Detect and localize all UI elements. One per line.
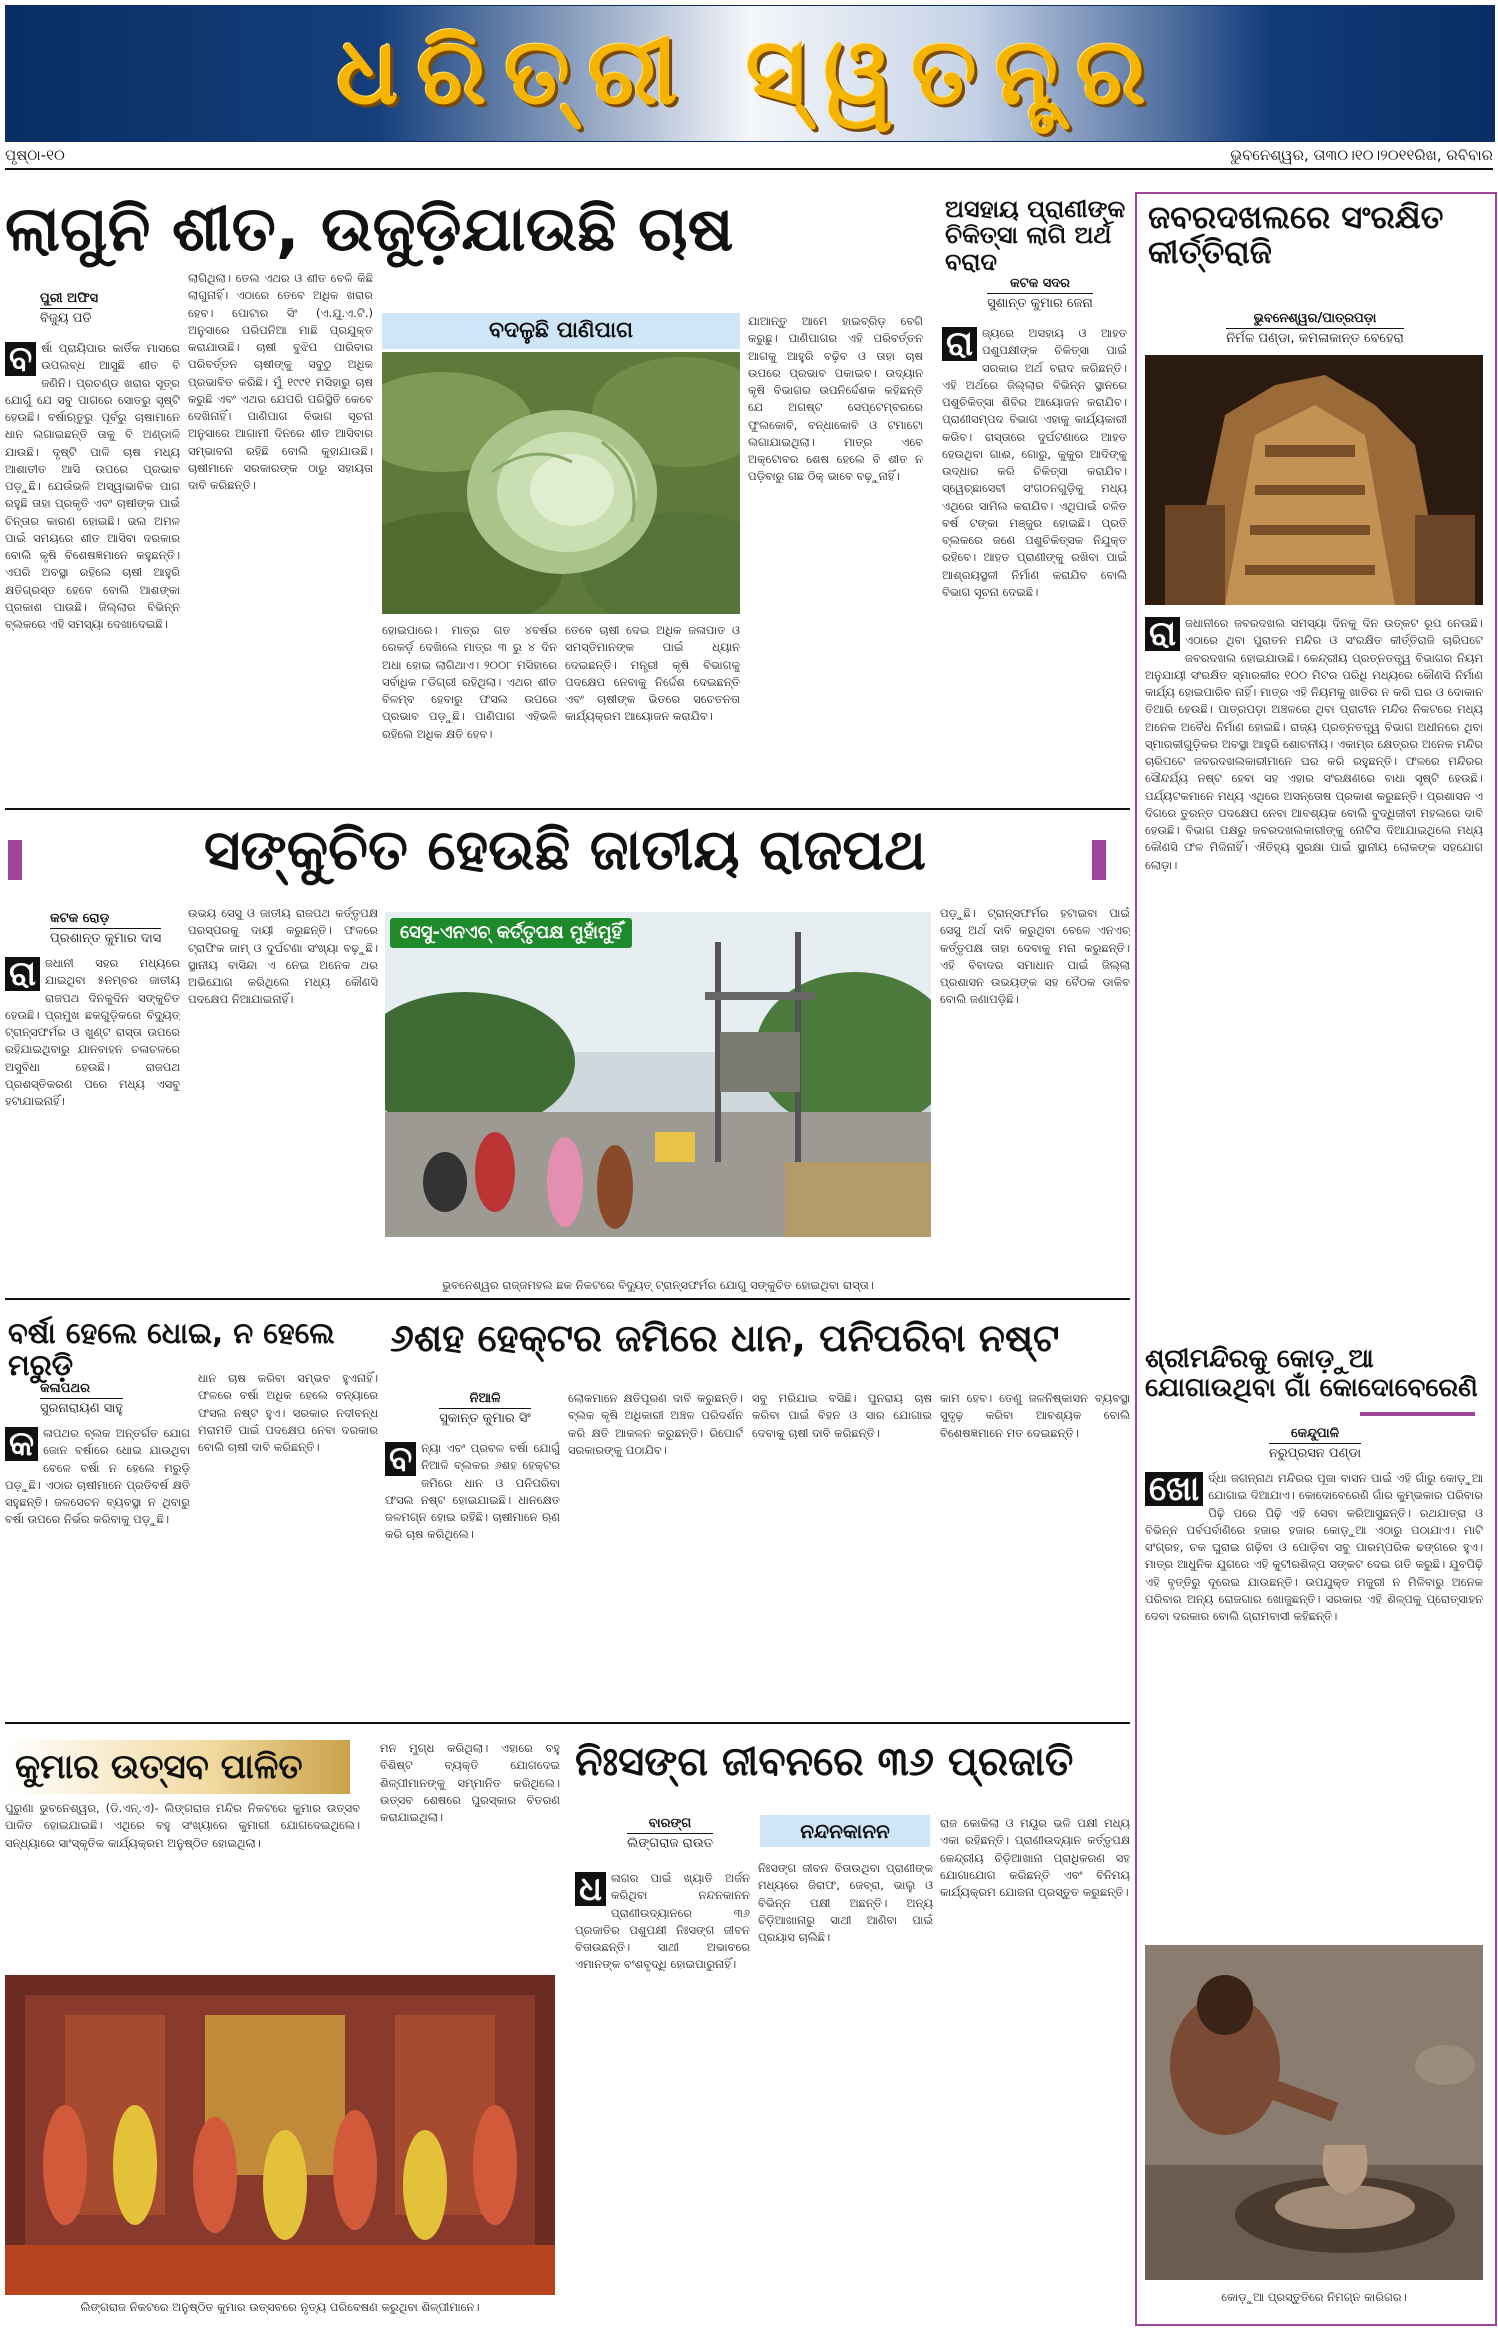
story2-text: ଜ୍ୟରେ ଅସହାୟ ଓ ଆହତ ପଶୁପକ୍ଷୀଙ୍କ ଚିକିତ୍ସା ପାଇଁ ସରକାର ଅର୍ଥ ବରାଦ କରିଛନ୍ତି। ଏହି ଅର୍ଥରେ ଜିଲ୍ଲାର ବିଭିନ୍ନ ସ୍ଥାନରେ ପଶୁଚିକିତ୍ସା ଶିବିର ଆୟୋଜନ କରାଯିବ। ପ୍ରାଣୀସମ୍ପଦ ବିଭାଗ ଏହାକୁ କାର୍ଯ୍ୟକାରୀ କରିବ। ରାସ୍ତାରେ ଦୁର୍ଘଟଣାରେ ଆହତ ହେଉଥିବା ଗାଈ, ଗୋରୁ, କୁକୁର ଆଦିଙ୍କୁ ଉଦ୍ଧାର କରି ଚିକିତ୍ସା କରାଯିବ। ସ୍ୱେଚ୍ଛାସେବୀ ସଂଗଠନଗୁଡ଼ିକୁ ମଧ୍ୟ ଏଥିରେ ସାମିଲ କରାଯିବ। ଏଥିପାଇଁ ଚଳିତ ବର୍ଷ ଟଙ୍କା ମଞ୍ଜୁର ହୋଇଛି। ପ୍ରତି ବ୍ଲକରେ ଜଣେ ପଶୁଚିକିତ୍ସକ ନିଯୁକ୍ତ ରହିବେ। ଆହତ ପ୍ରାଣୀଙ୍କୁ ରଖିବା ପାଇଁ ଆଶ୍ରୟସ୍ଥଳୀ ନିର୍ମାଣ କରାଯିବ ବୋଲି ବିଭାଗ ସୂଚନା ଦେଇଛି।: [942, 326, 1127, 599]
masthead: [5, 5, 1495, 142]
section-divider: [5, 1722, 1130, 1724]
headline-marker-right: [1092, 840, 1106, 880]
story6-headline: କୁମାର ଉତ୍ସବ ପାଳିତ: [5, 1740, 350, 1794]
section-divider: [5, 808, 1130, 810]
sidebar-headline: ଜବରଦଖଲରେ ସଂରକ୍ଷିତ କୀର୍ତ୍ତିରାଜି: [1148, 198, 1444, 272]
story1-column-1: [5, 340, 180, 800]
story1-kicker: ବଦଳୁଛି ପାଣିପାଗ: [382, 313, 740, 349]
story2-headline: ଅସହାୟ ପ୍ରାଣୀଙ୍କ ଚିକିତ୍ସା ଲାଗି ଅର୍ଥ ବରାଦ: [945, 195, 1126, 276]
story5-text-1: ନ୍ୟା ଏବଂ ପ୍ରବଳ ବର୍ଷା ଯୋଗୁଁ ନିଆଳି ବ୍ଲକର ୬ଶହ ହେକ୍ଟର ଜମିରେ ଧାନ ଓ ପନିପରିବା ଫସଲ ନଷ୍ଟ ହୋଇଯାଇଛି। ଧାନକ୍ଷେତ ଜଳମଗ୍ନ ହୋଇ ରହିଛି। ଚାଷୀମାନେ ଋଣ କରି ଚାଷ କରିଥିଲେ।: [385, 1441, 560, 1542]
story4-place: କଳାପଥର: [40, 1381, 90, 1396]
story3-kicker: ସେସୁ-ଏନଏଚ୍ କର୍ତ୍ତୃପକ୍ଷ ମୁହାଁମୁହିଁ: [390, 918, 632, 948]
headline-marker-left: [8, 840, 22, 880]
dateline: [5, 144, 1493, 170]
temple-photo: [1145, 355, 1483, 605]
story7-place: ବାରଙ୍ଗ: [648, 1816, 692, 1831]
newspaper-name: ଧରିତ୍ରୀ ସ୍ୱତନ୍ତ୍ର: [336, 18, 1164, 125]
sidebar-byline-2: [1150, 1425, 1480, 1463]
story1-byline: [40, 290, 180, 328]
dropcap: ଖୋ: [1145, 1472, 1203, 1506]
story3-photo-caption: ଭୁବନେଶ୍ୱର ରାଜ୍ଜମହଲ ଛକ ନିକଟରେ ବିଦ୍ୟୁତ୍ ଟ୍ରାନ୍ସଫର୍ମର ଯୋଗୁ ସଙ୍କୁଚିତ ହୋଇଥିବା ରାସ୍ତା।: [442, 1278, 874, 1292]
story1-headline: ଲାଗୁନି ଶୀତ, ଉଜୁଡ଼ିଯାଉଛି ଚାଷ: [5, 192, 734, 265]
story7-byline: [595, 1815, 745, 1853]
dropcap: ରା: [942, 327, 977, 361]
dance-photo: [5, 1975, 555, 2295]
story5-column-4: କାମ ହେବ। ତେଣୁ ଜଳନିଷ୍କାସନ ବ୍ୟବସ୍ଥା ସୁଦୃଢ଼ କରିବା ଆବଶ୍ୟକ ବୋଲି ବିଶେଷଜ୍ଞମାନେ ମତ ଦେଇଛନ୍ତି।: [940, 1391, 1130, 1440]
road-photo: [385, 912, 931, 1237]
story3-column-1: [5, 955, 180, 1290]
story7-headline: ନିଃସଙ୍ଗ ଜୀବନରେ ୩୬ ପ୍ରଜାତି: [575, 1739, 1074, 1785]
dropcap: ରା: [1145, 617, 1180, 651]
story1-column-2: ଲାଗିଥିଲା। ତେଲ ଏଥର ଓ ଶୀତ ବେଳି କିଛି ଲାଗୁନାହିଁ। ଏଠାରେ ତେବେ ଅଧିକ ଖରାର ହେବ। ପୋଟାର ସିଂ (ଏ.ଯୁ.ଏ.ଟି.) ଅନୁସାରେ ପରିପନିଆ ମାଛି ପ୍ରଯୁକ୍ତ କରାଯାଉଛି। ଚାଷୀ ବୁଝିପ ପାରିବାର ପରିବର୍ତ୍ତନ ଚାଷୀଙ୍କୁ ସବୁଠୁ ଅଧିକ ପ୍ରଭାବିତ କରିଛି। ମୁଁ ୧୯୯୧ ମସିହାରୁ ଚାଷ କରୁଛି ଏବଂ ଏଥର ଯେପରି ପରିସ୍ଥିତି କେବେ ଦେଖିନାହିଁ। ପାଣିପାଗ ବିଭାଗ ସୂଚନା ଅନୁସାରେ ଆଗାମୀ ଦିନରେ ଶୀତ ଆସିବାର ସମ୍ଭାବନା ରହିଛି ବୋଲି କୁହାଯାଉଛି। ଚାଷୀମାନେ ସରକାରଙ୍କ ଠାରୁ ସହାୟତା ଦାବି କରିଛନ୍ତି।: [188, 271, 373, 492]
story2-byline: [950, 275, 1130, 313]
story7-author: ଲିଙ୍ଗରାଜ ରାଉତ: [627, 1833, 713, 1853]
sidebar-text-2: ରାଜ୍ୟ ପ୍ରତ୍ନତତ୍ତ୍ୱ ବିଭାଗ ଅଧୀନରେ ଥିବା ସ୍ମାରକୀଗୁଡ଼ିକର ଅବସ୍ଥା ଆହୁରି ଶୋଚନୀୟ। ଏକାମ୍ର କ୍ଷେତ୍ରର ଅନେକ ମନ୍ଦିର ଚାରିପଟେ ଜବରଦଖଲକାରୀମାନେ ଘର କରି ରହୁଛନ୍ତି। ଫଳରେ ମନ୍ଦିରର ସୌନ୍ଦର୍ଯ୍ୟ ନଷ୍ଟ ହେବା ସହ ଏହାର ସଂରକ୍ଷଣରେ ବାଧା ସୃଷ୍ଟି ହେଉଛି। ପର୍ଯ୍ୟଟକମାନେ ମଧ୍ୟ ଏଥିରେ ଅସନ୍ତୋଷ ପ୍ରକାଶ କରୁଛନ୍ତି। ପ୍ରଶାସନ ଏ ଦିଗରେ ତୁରନ୍ତ ପଦକ୍ଷେପ ନେବା ଆବଶ୍ୟକ ବୋଲି ବୁଦ୍ଧିଜୀବୀ ମହଲରେ ଦାବି ହେଉଛି। ବିଭାଗ ପକ୍ଷରୁ ଜବରଦଖଲକାରୀଙ୍କୁ ନୋଟିସ ଦିଆଯାଇଥିଲେ ମଧ୍ୟ କୌଣସି ଫଳ ମିଳିନାହିଁ। ଐତିହ୍ୟ ସୁରକ୍ଷା ପାଇଁ ସ୍ଥାନୀୟ ଲୋକଙ୍କ ସହଯୋଗ ଲୋଡ଼ା।: [1145, 719, 1483, 872]
dropcap: କ: [5, 1427, 38, 1461]
story7-column-1: [575, 1870, 750, 2320]
story7-kicker: ନନ୍ଦନକାନନ: [760, 1815, 930, 1847]
story2-author: ସୁଶାନ୍ତ କୁମାର ଜେନା: [987, 293, 1093, 313]
story7-column-2: ନିଃସଙ୍ଗ ଜୀବନ ବିତାଉଥିବା ପ୍ରାଣୀଙ୍କ ମଧ୍ୟରେ ଜିରାଫ, ଜେବ୍ରା, ଭାଲୁ ଓ ବିଭିନ୍ନ ପକ୍ଷୀ ଅଛନ୍ତି। ଅନ୍ୟ ଚିଡ଼ିଆଖାନାରୁ ସାଥୀ ଆଣିବା ପାଇଁ ପ୍ରୟାସ ଚାଲିଛି।: [758, 1861, 933, 1944]
sidebar-author: ନିର୍ମଳ ପଣ୍ଡା, କମଳାକାନ୍ତ ବେହେରା: [1226, 328, 1404, 348]
story4-byline: [40, 1380, 190, 1418]
issue-date: ଭୁବନେଶ୍ୱର, ତା୩୦।୧୦।୨୦୧୧ରିଖ, ରବିବାର: [1230, 146, 1493, 164]
sidebar-text-3: ର୍ଦ୍ଧା ଜଗନ୍ନାଥ ମନ୍ଦିରର ପୂଜା ବାସନ ପାଇଁ ଏହି ଗାଁରୁ କୋଡ଼ୁଆ ଯୋଗାଇ ଦିଆଯାଏ। କୋଦୋବେରେଣି ଗାଁର କୁମ୍ଭକାର ପରିବାର ପିଢ଼ି ପରେ ପିଢ଼ି ଏହି ସେବା କରିଆସୁଛନ୍ତି। ରଥଯାତ୍ରା ଓ ବିଭିନ୍ନ ପର୍ବପର୍ବାଣିରେ ହଜାର ହଜାର କୋଡ଼ୁଆ ଏଠାରୁ ପଠାଯାଏ। ମାଟି ସଂଗ୍ରହ, ଚକ ଘୁରାଇ ଗଢ଼ିବା ଓ ପୋଡ଼ିବା ସବୁ ପାରମ୍ପରିକ ଢଙ୍ଗରେ ହୁଏ।: [1145, 1471, 1483, 1554]
sidebar-text-4: ମାତ୍ର ଆଧୁନିକ ଯୁଗରେ ଏହି କୁଟୀରଶିଳ୍ପ ସଙ୍କଟ ଦେଇ ଗତି କରୁଛି। ଯୁବପିଢ଼ି ଏହି ବୃତ୍ତିରୁ ଦୂରେଇ ଯାଉଛନ୍ତି। ଉପଯୁକ୍ତ ମଜୁରୀ ନ ମିଳିବାରୁ ଅନେକ ପରିବାର ଅନ୍ୟ ରୋଜଗାର ଖୋଜୁଛନ୍ତି। ସରକାର ଏହି ଶିଳ୍ପକୁ ପ୍ରୋତ୍ସାହନ ଦେବା ଦରକାର ବୋଲି ଗ୍ରାମବାସୀ କହିଛନ୍ତି।: [1145, 1557, 1483, 1623]
story4-column-2: ଧାନ ଚାଷ କରିବା ସମ୍ଭବ ହୁଏନାହିଁ। ଫଳରେ ବର୍ଷା ଅଧିକ ହେଲେ ବନ୍ୟାରେ ଫସଲ ନଷ୍ଟ ହୁଏ। ସରକାର ନଦୀବନ୍ଧ ମରାମତି ପାଇଁ ପଦକ୍ଷେପ ନେବା ଦରକାର ବୋଲି ଚାଷୀ ଦାବି କରିଛନ୍ତି।: [198, 1371, 378, 1454]
sidebar-headline-2: ଶ୍ରୀମନ୍ଦିରକୁ କୋଡ଼ୁଆ ଯୋଗାଉଥିବା ଗାଁ କୋଦୋବେରେଣି: [1145, 1344, 1478, 1403]
sidebar-place-2: କେନ୍ଦୁପାଳି: [1291, 1426, 1339, 1441]
story1-column-3: ହୋଇପାରେ। ମାତ୍ର ଗତ ୪ବର୍ଷର ରେକର୍ଡ଼ ଦେଖିଲେ ମାତ୍ର ୩ ରୁ ୪ ଦିନ ଅଧା ହୋଇ ଲାଗିଥାଏ। ୨୦୦୮ ମସିହାରେ ସର୍ବାଧିକ ୮ଡିଗ୍ରୀ ରହିଥିଲା। ଏଥର ଶୀତ ବିଳମ୍ବ ହେବାରୁ ଫସଲ ଉପରେ ପ୍ରଭାବ ପଡ଼ୁଛି। ପାଣିପାଗ ଏହିଭଳି ରହିଲେ ଅଧିକ କ୍ଷତି ହେବ।: [382, 623, 557, 741]
dropcap: ଧ: [575, 1872, 606, 1906]
story1-place: ପୁରୀ ଅଫିସ: [40, 291, 99, 306]
story4-column-1: [5, 1425, 190, 1715]
story5-column-3: ସବୁ ମରିଯାଇ ବସିଛି। ପୁନରାୟ ଚାଷ କରିବା ପାଇଁ ବିହନ ଓ ସାର ଯୋଗାଇ ଦେବାକୁ ଚାଷୀ ଦାବି କରିଛନ୍ତି।: [752, 1391, 932, 1440]
story5-author: ସୁକାନ୍ତ କୁମାର ସିଂ: [439, 1408, 531, 1428]
story6-column-1: ପୁରୁଣା ଭୁବନେଶ୍ୱର, (ଡି.ଏନ୍.ଏ)- ଲିଙ୍ଗରାଜ ମନ୍ଦିର ନିକଟରେ କୁମାର ଉତ୍ସବ ପାଳିତ ହୋଇଯାଇଛି। ଏଥିରେ ବହୁ ସଂଖ୍ୟାରେ କୁମାରୀ ଯୋଗଦେଇଥିଲେ। ସନ୍ଧ୍ୟାରେ ସାଂସ୍କୃତିକ କାର୍ଯ୍ୟକ୍ରମ ଅନୁଷ୍ଠିତ ହୋଇଥିଲା।: [5, 1801, 360, 1850]
sidebar-place: ଭୁବନେଶ୍ୱର/ପାତ୍ରପଡ଼ା: [1253, 311, 1377, 326]
headline-underline: [1360, 1412, 1475, 1416]
story1-column-4: ତେବେ ଚାଷୀ ଦେଇ ଅଧିକ ଜଳାପାତ ଓ ସମସ୍ତିମାନଙ୍କ ପାଇଁ ଧ୍ୟାନ ଦେଇଛନ୍ତି। ମନ୍ତ୍ରୀ କୃଷି ବିଭାଗକୁ ପଦକ୍ଷେପ ନେବାକୁ ନିର୍ଦ୍ଦେଶ ଦେଇଛନ୍ତି ଏବଂ ଚାଷୀଙ୍କ ଭିତରେ ସଚେତନତା କାର୍ଯ୍ୟକ୍ରମ ଆୟୋଜନ କରାଯିବ।: [565, 623, 740, 724]
story4-author: ସୁରନାରାୟଣ ସାହୁ: [40, 1398, 123, 1418]
cabbage-photo: [382, 352, 740, 614]
story3-column-3: ପଡ଼ୁଛି। ଟ୍ରାନ୍ସଫର୍ମର ହଟାଇବା ପାଇଁ ସେସୁ ଅର୍ଥ ଦାବି କରୁଥିବା ବେଳେ ଏନଏଚ୍ କର୍ତ୍ତୃପକ୍ଷ ତାହା ଦେବାକୁ ମନା କରୁଛନ୍ତି। ଏହି ବିବାଦର ସମାଧାନ ପାଇଁ ଜିଲ୍ଲା ପ୍ରଶାସନ ଉଭୟଙ୍କ ସହ ବୈଠକ ଡାକିବ ବୋଲି ଜଣାପଡ଼ିଛି।: [940, 906, 1130, 1007]
story5-byline: [410, 1390, 560, 1428]
story7-text-1: ଳାଗର ପାଇଁ ଖ୍ୟାତି ଅର୍ଜନ କରିଥିବା ନନ୍ଦନକାନନ ପ୍ରାଣୀଉଦ୍ୟାନରେ ୩୬ ପ୍ରଜାତିର ପଶୁପକ୍ଷୀ ନିଃସଙ୍ଗ ଜୀବନ ବିତାଉଛନ୍ତି। ସାଥୀ ଅଭାବରେ ଏମାନଙ୍କ ବଂଶବୃଦ୍ଧି ହୋଇପାରୁନାହିଁ।: [575, 1871, 750, 1972]
story3-text-1: ଜଧାନୀ ସହର ମଧ୍ୟରେ ଯାଇଥିବା ୫ନମ୍ବର ଜାତୀୟ ରାଜପଥ ଦିନକୁଦିନ ସଙ୍କୁଚିତ ହେଉଛି। ପ୍ରମୁଖ ଛକଗୁଡ଼ିକରେ ବିଦ୍ୟୁତ୍ ଟ୍ରାନ୍ସଫର୍ମର ଓ ଖୁଣ୍ଟ ରାସ୍ତା ଉପରେ ରହିଯାଇଥିବାରୁ ଯାନବାହନ ଚଳାଚଳରେ ଅସୁବିଧା ହେଉଛି। ରାଜପଥ ପ୍ରଶସ୍ତିକରଣ ପରେ ମଧ୍ୟ ଏସବୁ ହଟାଯାଇନାହିଁ।: [5, 956, 180, 1108]
story6-column-2: ମନ ମୁଗ୍ଧ କରିଥିଲା। ଏହାରେ ବହୁ ବିଶିଷ୍ଟ ବ୍ୟକ୍ତି ଯୋଗଦେଇ ଶିଳ୍ପୀମାନଙ୍କୁ ସମ୍ମାନିତ କରିଥିଲେ। ଉତ୍ସବ ଶେଷରେ ପୁରସ୍କାର ବିତରଣ କରାଯାଇଥିଲା।: [380, 1741, 560, 1824]
dropcap: ବ: [5, 342, 36, 376]
story1-author: ବିଜୁୟ ପତି: [40, 308, 92, 328]
story5-place: ନିଆଳି: [469, 1391, 501, 1406]
sidebar-author-2: ନରୁପ୍ରସନ ପଣ୍ଡା: [1269, 1443, 1361, 1463]
section-divider: [5, 1298, 1130, 1300]
story1-column-5: ଯାଆନ୍ତୁ ଆମେ ହାଇବ୍ରିଡ଼ ବେଗି କରୁଛୁ। ପାଣିପାଗର ଏହି ପରିବର୍ତ୍ତନ ଆଗକୁ ଆହୁରି ବଢ଼ିବ ଓ ତାହା ଚାଷ ଉପରେ ପ୍ରଭାବ ପକାଇବ। ଉଦ୍ୟାନ କୃଷି ବିଭାଗର ଉପନିର୍ଦ୍ଦେଶକ କହିଛନ୍ତି ଯେ ଅଗଷ୍ଟ ସେପ୍ଟେମ୍ବରରେ ଫୁଲକୋବି, ବନ୍ଧାକୋବି ଓ ଟମାଟୋ ଲଗାଯାଇଥିଲା। ମାତ୍ର ଏବେ ଅକ୍ଟୋବର ଶେଷ ହେଲେ ବି ଶୀତ ନ ପଡ଼ିବାରୁ ଗଛ ଠିକ୍ ଭାବେ ବଢ଼ୁନାହିଁ।: [748, 314, 923, 484]
story4-headline: ବର୍ଷା ହେଲେ ଧୋଇ, ନ ହେଲେ ମରୁଡ଼ି: [8, 1316, 335, 1382]
potter-photo: [1145, 1945, 1483, 2280]
story5-column-2: ଲୋକମାନେ କ୍ଷତିପୂରଣ ଦାବି କରୁଛନ୍ତି। ବ୍ଲକ କୃଷି ଅଧିକାରୀ ଅଞ୍ଚଳ ପରିଦର୍ଶନ କରି କ୍ଷତି ଆକଳନ କରୁଛନ୍ତି। ରିପୋର୍ଟ ସରକାରଙ୍କୁ ପଠାଯିବ।: [568, 1391, 743, 1457]
story5-column-1: [385, 1440, 560, 1715]
dropcap: ବ: [385, 1442, 416, 1476]
sidebar-photo-caption: କୋଡ଼ୁଆ ପ୍ରସ୍ତୁତିରେ ନିମଗ୍ନ କାରିଗର।: [1221, 2290, 1407, 2304]
story3-author: ପ୍ରଶାନ୍ତ କୁମାର ଦାସ: [50, 928, 161, 948]
sidebar-body-1: [1145, 615, 1483, 1335]
sidebar-byline: [1150, 310, 1480, 348]
sidebar-text-1: ଜଧାନୀରେ ଜବରଦଖଲ ସମସ୍ୟା ଦିନକୁ ଦିନ ଉତ୍କଟ ରୂପ ନେଉଛି। ଏଠାରେ ଥିବା ପୁରାତନ ମନ୍ଦିର ଓ ସଂରକ୍ଷିତ କୀର୍ତ୍ତିରାଜି ଚାରିପଟେ ଜବରଦଖଲ ହୋଇଯାଉଛି। କେନ୍ଦ୍ରୀୟ ପ୍ରତ୍ନତତ୍ତ୍ୱ ବିଭାଗର ନିୟମ ଅନୁଯାୟୀ ସଂରକ୍ଷିତ ସ୍ମାରକୀର ୧୦୦ ମିଟର ପରିଧି ମଧ୍ୟରେ କୌଣସି ନିର୍ମାଣ କାର୍ଯ୍ୟ ହୋଇପାରିବ ନାହିଁ। ମାତ୍ର ଏହି ନିୟମକୁ ଖାତିର ନ କରି ଘର ଓ ଦୋକାନ ତିଆରି ହେଉଛି। ପାତ୍ରପଡ଼ା ଅଞ୍ଚଳରେ ଥିବା ପ୍ରାଚୀନ ମନ୍ଦିର ନିକଟରେ ମଧ୍ୟ ଅନେକ ଅବୈଧ ନିର୍ମାଣ ହୋଇଛି।: [1145, 616, 1483, 734]
story3-place: କଟକ ରୋଡ଼: [50, 911, 110, 926]
story5-headline: ୬ଶହ ହେକ୍ଟର ଜମିରେ ଧାନ, ପନିପରିବା ନଷ୍ଟ: [390, 1316, 1060, 1360]
story2-body: [942, 325, 1127, 800]
story3-column-2: ଉଭୟ ସେସୁ ଓ ଜାତୀୟ ରାଜପଥ କର୍ତ୍ତୃପକ୍ଷ ପରସ୍ପରକୁ ଦାୟୀ କରୁଛନ୍ତି। ଫଳରେ ଟ୍ରାଫିକ ଜାମ୍ ଓ ଦୁର୍ଘଟଣା ସଂଖ୍ୟା ବଢ଼ୁଛି। ସ୍ଥାନୀୟ ବାସିନ୍ଦା ଏ ନେଇ ଅନେକ ଥର ଅଭିଯୋଗ କରିଥିଲେ ମଧ୍ୟ କୌଣସି ପଦକ୍ଷେପ ନିଆଯାଇନାହିଁ।: [188, 906, 378, 1007]
story2-place: କଟକ ସଦର: [1009, 276, 1071, 291]
dropcap: ରା: [5, 957, 40, 991]
sidebar-body-2: [1145, 1470, 1483, 1940]
story1-text-1: ର୍ଷା ପ୍ରାୟିପାର କାର୍ତିକ ମାସରେ ଉପଲବ୍ଧ ଆସୁଛି ଶୀତ ବି ଜଣିନି। ପ୍ରଚଣ୍ଡ ଖରାର ସୂତ୍ର ଯୋଗୁଁ ଯେ ସବୁ ପାଗରେ ସୋତରୁ ସୃଷ୍ଟି ହେଉଛି। ବର୍ଷାଋତୁରୁ ପୂର୍ବରୁ ଚାଷାମାନେ ଧାନ ଲଗାଇଛନ୍ତି ତାକୁ ବି ଅଣ୍ଡାଳି ଯାଉଛି। ଦୃଷ୍ଟି ପାଳି ଚାଷ ମଧ୍ୟ ଆଶାତୀତ ଆସି ଉପରେ ପ୍ରଭାବ ପଡ଼ୁଛି। ଯେଉଁଭଳି ଅସ୍ୱାଭାବିକ ପାଗ ରହୁଛି ତାହା ପ୍ରକୃତି ଏବଂ ଚାଷୀଙ୍କ ପାଇଁ ଚିନ୍ତାର କାରଣ ହୋଇଛି। ଭଲ ଅମଳ ପାଇଁ ସମୟରେ ଶୀତ ଆସିବା ଦରକାର ବୋଲି କୃଷି ବିଶେଷଜ୍ଞମାନେ କହୁଛନ୍ତି। ଏପରି ଅବସ୍ଥା ରହିଲେ ଚାଷୀ ଆହୁରି କ୍ଷତିଗ୍ରସ୍ତ ହେବେ ବୋଲି ଆଶଙ୍କା ପ୍ରକାଶ ପାଉଛି। ଜିଲ୍ଲାର ବିଭିନ୍ନ ବ୍ଲକରେ ଏହି ସମସ୍ୟା ଦେଖାଦେଇଛି।: [5, 341, 180, 631]
story3-headline: ସଙ୍କୁଚିତ ହେଉଛି ଜାତୀୟ ରାଜପଥ: [203, 818, 927, 883]
page-number: ପୃଷ୍ଠା-୧୦: [5, 146, 65, 164]
story6-photo-caption: ଲିଙ୍ଗରାଜ ନିକଟରେ ଅନୁଷ୍ଠିତ କୁମାର ଉତ୍ସବରେ ନୃତ୍ୟ ପରିବେଷଣ କରୁଥିବା ଶିଳ୍ପୀମାନେ।: [80, 2300, 480, 2314]
story3-byline: [50, 910, 190, 948]
story4-text-1: ଳାପଥର ବ୍ଲକ ଅନ୍ତର୍ଗତ ଯୋଗ ଜୋନ ବର୍ଷାରେ ଧୋଇ ଯାଉଥିବା ବେଳେ ବର୍ଷା ନ ହେଲେ ମରୁଡ଼ି ପଡ଼ୁଛି। ଏଠାର ଚାଷୀମାନେ ପ୍ରତିବର୍ଷ କ୍ଷତି ସହୁଛନ୍ତି। ଜଳସେଚନ ବ୍ୟବସ୍ଥା ନ ଥିବାରୁ ବର୍ଷା ଉପରେ ନିର୍ଭର କରିବାକୁ ପଡ଼ୁଛି।: [5, 1426, 190, 1527]
story7-column-3: ରାଜ କୋକିଲା ଓ ମୟୂର ଭଳି ପକ୍ଷୀ ମଧ୍ୟ ଏକା ରହିଛନ୍ତି। ପ୍ରାଣୀଉଦ୍ୟାନ କର୍ତ୍ତୃପକ୍ଷ କେନ୍ଦ୍ରୀୟ ଚିଡ଼ିଆଖାନା ପ୍ରାଧିକରଣ ସହ ଯୋଗାଯୋଗ କରିଛନ୍ତି ଏବଂ ବିନିମୟ କାର୍ଯ୍ୟକ୍ରମ ଯୋଜନା ପ୍ରସ୍ତୁତ କରୁଛନ୍ତି।: [940, 1816, 1130, 1899]
